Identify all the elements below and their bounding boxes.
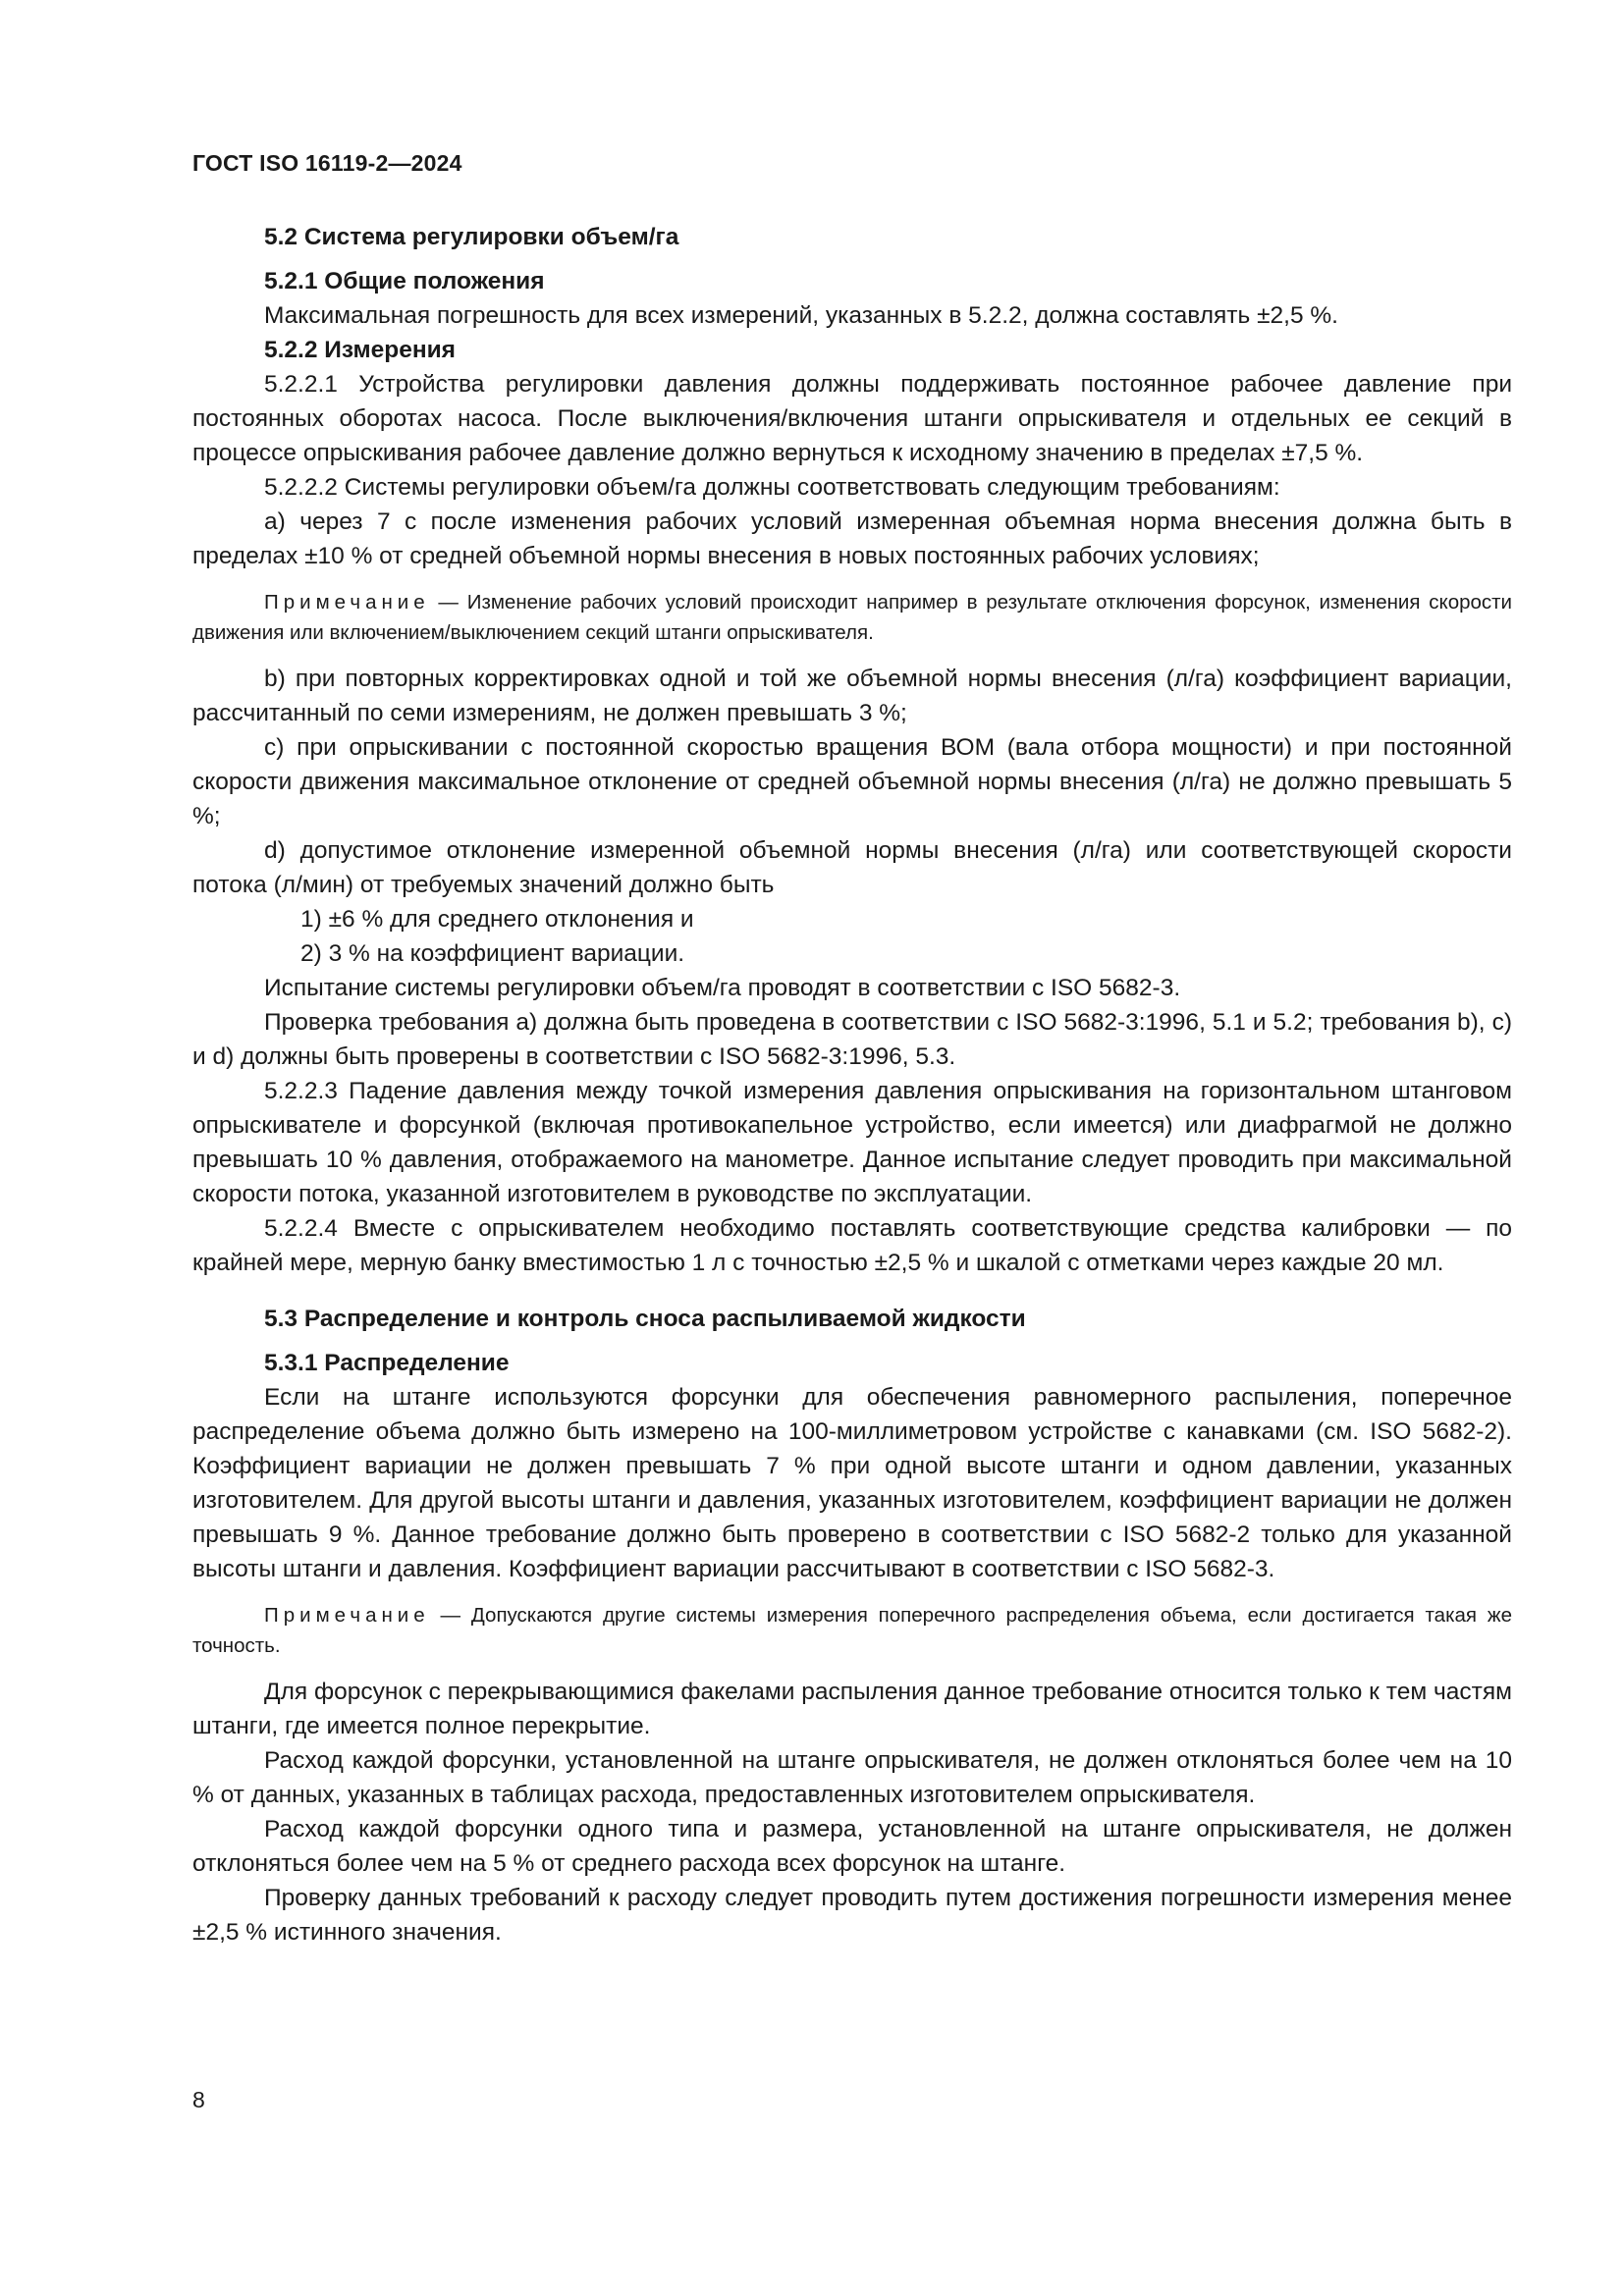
document-code-header: ГОСТ ISO 16119-2—2024 <box>192 150 462 176</box>
note-2 <box>192 1600 1512 1661</box>
document-body <box>192 220 1512 1949</box>
paragraph-5-2-2-3: 5.2.2.3 Падение давления между точкой измерения давления опрыскивания на горизонтальном штанговом опрыскивателе и форсункой (включая противокапельное устройство, если имеется) или диафрагмой не должно превышать 10 % давления, отображаемого на манометре. Данное испытание следует проводить при максимальной скорости потока, указанной изготовителем в руководстве по эксплуатации. <box>192 1078 1512 1207</box>
list-item-c: c) при опрыскивании с постоянной скоростью вращения ВОМ (вала отбора мощности) и при постоянной скорости движения максимальное отклонение от средней объемной нормы внесения (л/га) не должно превышать 5 %; <box>192 734 1512 829</box>
note-2-label: Примечание <box>264 1604 430 1627</box>
paragraph-flow-2: Расход каждой форсунки одного типа и размера, установленной на штанге опрыскивателя, не должен отклоняться более чем на 5 % от среднего расхода всех форсунок на штанге. <box>192 1816 1512 1877</box>
note-1-label: Примечание <box>264 591 430 614</box>
list-item-a: a) через 7 с после изменения рабочих условий измеренная объемная норма внесения должна быть в пределах ±10 % от средней объемной нормы внесения в новых постоянных рабочих условиях; <box>192 508 1512 569</box>
list-item-d-2: 2) 3 % на коэффициент вариации. <box>300 940 685 967</box>
paragraph-5-2-2-2: 5.2.2.2 Системы регулировки объем/га должны соответствовать следующим требованиям: <box>264 474 1280 501</box>
paragraph-check: Проверка требования a) должна быть проведена в соответствии с ISO 5682-3:1996, 5.1 и 5.2; требования b), c) и d) должны быть проверены в соответствии с ISO 5682-3:1996, 5.3. <box>192 1009 1512 1070</box>
section-5-3-1-title: 5.3.1 Распределение <box>264 1350 510 1376</box>
paragraph-flow-1: Расход каждой форсунки, установленной на штанге опрыскивателя, не должен отклоняться более чем на 10 % от данных, указанных в таблицах расхода, предоставленных изготовителем опрыскивателя. <box>192 1747 1512 1808</box>
list-item-b: b) при повторных корректировках одной и той же объемной нормы внесения (л/га) коэффициент вариации, рассчитанный по семи измерениям, не должен превышать 3 %; <box>192 666 1512 726</box>
paragraph-5-2-2-4: 5.2.2.4 Вместе с опрыскивателем необходимо поставлять соответствующие средства калибровки — по крайней мере, мерную банку вместимостью 1 л с точностью ±2,5 % и шкалой с отметками через каждые 20 мл. <box>192 1215 1512 1276</box>
list-item-d-1: 1) ±6 % для среднего отклонения и <box>300 906 694 933</box>
paragraph-overlap: Для форсунок с перекрывающимися факелами распыления данное требование относится только к тем частям штанги, где имеется полное перекрытие. <box>192 1679 1512 1739</box>
paragraph-5-2-2-1: 5.2.2.1 Устройства регулировки давления должны поддерживать постоянное рабочее давление при постоянных оборотах насоса. После выключения/включения штанги опрыскивателя и отдельных ее секций в процессе опрыскивания рабочее давление должно вернуться к исходному значению в пределах ±7,5 %. <box>192 371 1512 466</box>
paragraph-test: Испытание системы регулировки объем/га проводят в соответствии с ISO 5682-3. <box>264 975 1181 1001</box>
list-item-d: d) допустимое отклонение измеренной объемной нормы внесения (л/га) или соответствующей скорости потока (л/мин) от требуемых значений должно быть <box>192 837 1512 898</box>
paragraph-verify: Проверку данных требований к расходу следует проводить путем достижения погрешности измерения менее ±2,5 % истинного значения. <box>192 1885 1512 1946</box>
section-5-3-title: 5.3 Распределение и контроль сноса распыливаемой жидкости <box>264 1306 1026 1332</box>
section-5-2-title: 5.2 Система регулировки объем/га <box>264 224 679 250</box>
section-5-2-1-title: 5.2.1 Общие положения <box>264 268 545 294</box>
section-5-2-2-title: 5.2.2 Измерения <box>264 337 456 363</box>
paragraph-5-2-1: Максимальная погрешность для всех измерений, указанных в 5.2.2, должна составлять ±2,5 %. <box>264 302 1338 329</box>
note-1 <box>192 587 1512 648</box>
note-2-text: — Допускаются другие системы измерения поперечного распределения объема, если достигается такая же точность. <box>192 1604 1512 1657</box>
page-number: 8 <box>192 2087 205 2112</box>
note-1-text: — Изменение рабочих условий происходит например в результате отключения форсунок, изменения скорости движения или включением/выключением секций штанги опрыскивателя. <box>192 591 1512 644</box>
paragraph-5-3-1: Если на штанге используются форсунки для обеспечения равномерного распыления, поперечное распределение объема должно быть измерено на 100-миллиметровом устройстве с канавками (см. ISO 5682-2). Коэффициент вариации не должен превышать 7 % при одной высоте штанги и одном давлении, указанных изготовителем. Для другой высоты штанги и давления, указанных изготовителем, коэффициент вариации не должен превышать 9 %. Данное требование должно быть проверено в соответствии с ISO 5682-2 только для указанной высоты штанги и давления. Коэффициент вариации рассчитывают в соответствии с ISO 5682-3. <box>192 1384 1512 1582</box>
